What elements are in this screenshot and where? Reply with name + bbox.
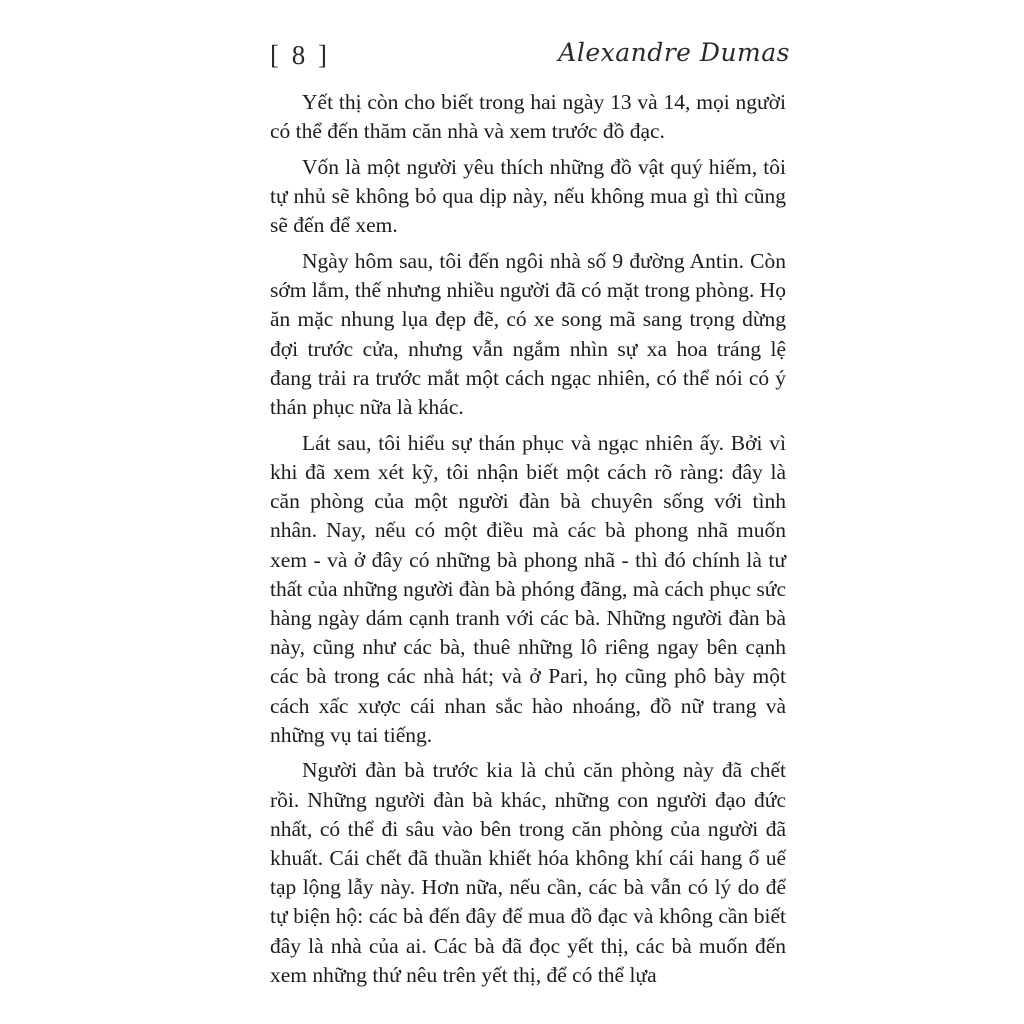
page-number: [ 8 ] (270, 40, 330, 70)
paragraph: Ngày hôm sau, tôi đến ngôi nhà số 9 đường Antin. Còn sớm lắm, thế nhưng nhiều người đã có mặt trong phòng. Họ ăn mặc nhung lụa đẹp đẽ, có xe song mã sang trọng dừng đợi trước cửa, nhưng vẫn ngắm nhìn sự xa hoa tráng lệ đang trải ra trước mắt một cách ngạc nhiên, có thể nói có ý thán phục nữa là khác. (270, 249, 786, 420)
body-text (270, 88, 786, 997)
paragraph: Vốn là một người yêu thích những đồ vật quý hiếm, tôi tự nhủ sẽ không bỏ qua dịp này, nếu không mua gì thì cũng sẽ đến để xem. (270, 154, 786, 238)
paragraph: Lát sau, tôi hiểu sự thán phục và ngạc nhiên ấy. Bởi vì khi đã xem xét kỹ, tôi nhận biết một cách rõ ràng: đây là căn phòng của một người đàn bà chuyên sống với tình nhân. Nay, nếu có một điều mà các bà phong nhã muốn xem - và ở đây có những bà phong nhã - thì đó chính là tư thất của những người đàn bà phóng đãng, mà cách phục sức hàng ngày dám cạnh tranh với các bà. Những người đàn bà này, cũng như các bà, thuê những lô riêng ngay bên cạnh các bà trong các nhà hát; và ở Pari, họ cũng phô bày một cách xấc xược cái nhan sắc hào nhoáng, đồ nữ trang và những vụ tai tiếng. (270, 430, 786, 747)
paragraph: Người đàn bà trước kia là chủ căn phòng này đã chết rồi. Những người đàn bà khác, những con người đạo đức nhất, có thể đi sâu vào bên trong căn phòng của người đã khuất. Cái chết đã thuần khiết hóa không khí cái hang ổ uế tạp lộng lẫy này. Hơn nữa, nếu cần, các bà vẫn có lý do để tự biện hộ: các bà đến đây để mua đồ đạc và không cần biết đây là nhà của ai. Các bà đã đọc yết thị, các bà muốn đến xem những thứ nêu trên yết thị, để có thể lựa (270, 758, 786, 987)
page-header (270, 38, 790, 78)
running-head-author: Alexandre Dumas (558, 38, 790, 67)
paragraph: Yết thị còn cho biết trong hai ngày 13 và 14, mọi người có thể đến thăm căn nhà và xem trước đồ đạc. (270, 90, 786, 144)
